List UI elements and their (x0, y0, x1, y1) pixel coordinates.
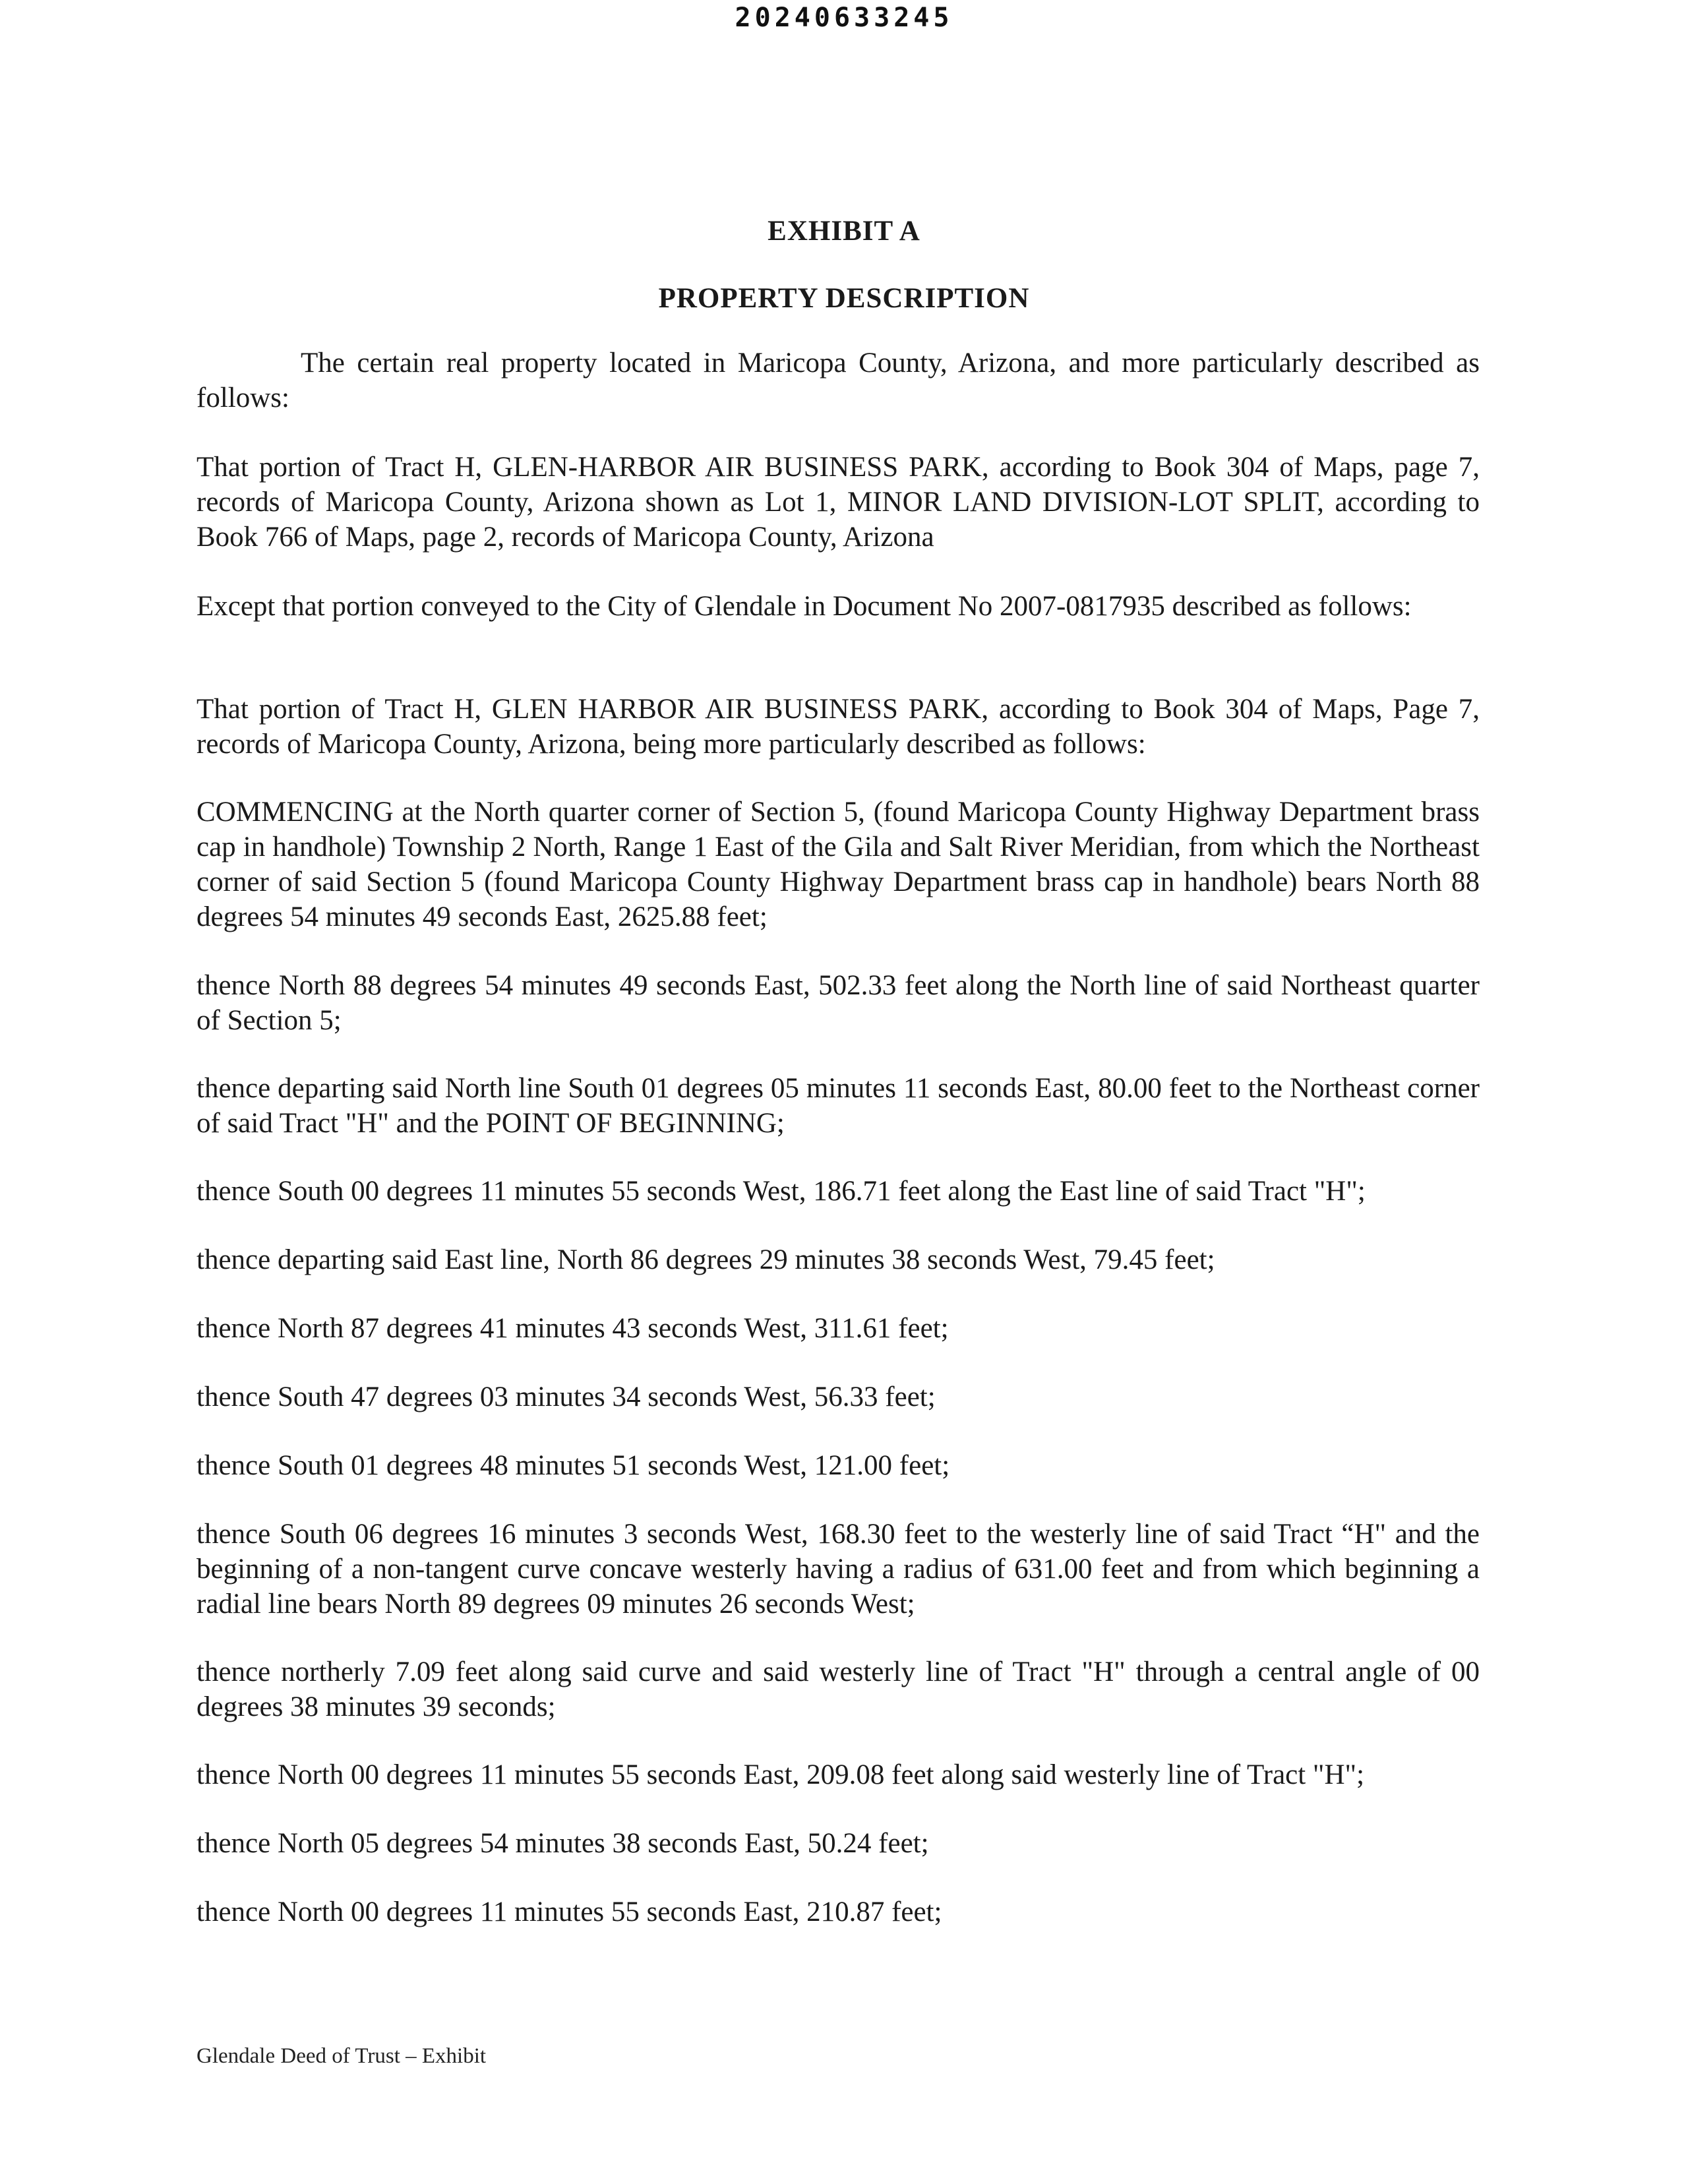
course-paragraph-2: thence departing said North line South 01 degrees 05 minutes 11 seconds East, 80.00 feet to the Northeast corner of said Tract "H" and the POINT OF BEGINNING; (196, 1073, 1480, 1139)
recording-number: 20240633245 (735, 3, 953, 33)
commencing-paragraph: COMMENCING at the North quarter corner of Section 5, (found Maricopa County Highway Department brass cap in handhole) Township 2 North, Range 1 East of the Gila and Salt River Meridian, from which the Northeast corner of said Section 5 (found Maricopa County Highway Department brass cap in handhole) bears North 88 degrees 54 minutes 49 seconds East, 2625.88 feet; (196, 797, 1480, 932)
course-paragraph-10: thence North 05 degrees 54 minutes 38 seconds East, 50.24 feet; (196, 1828, 929, 1859)
course-paragraph-1: thence North 88 degrees 54 minutes 49 seconds East, 502.33 feet along the North line of said Northeast quarter of Section 5; (196, 970, 1480, 1036)
course-paragraph-11: thence North 00 degrees 11 minutes 55 seconds East, 210.87 feet; (196, 1896, 942, 1927)
course-paragraph-9: thence North 00 degrees 11 minutes 55 seconds East, 209.08 feet along said westerly line of Tract "H"; (196, 1759, 1365, 1790)
course-paragraph-3: thence South 00 degrees 11 minutes 55 seconds West, 186.71 feet along the East line of said Tract "H"; (196, 1176, 1366, 1207)
course-paragraph-5: thence North 87 degrees 41 minutes 43 seconds West, 311.61 feet; (196, 1313, 949, 1344)
course-paragraph-4: thence departing said East line, North 86 degrees 29 minutes 38 seconds West, 79.45 feet; (196, 1244, 1215, 1275)
course-paragraph-7: thence South 01 degrees 48 minutes 51 seconds West, 121.00 feet; (196, 1450, 950, 1481)
intro-paragraph: The certain real property located in Maricopa County, Arizona, and more particularly described as follows: (196, 348, 1480, 413)
property-description-title: PROPERTY DESCRIPTION (658, 283, 1030, 314)
exception-tract-paragraph: That portion of Tract H, GLEN HARBOR AIR BUSINESS PARK, according to Book 304 of Maps, Page 7, records of Maricopa County, Arizona, being more particularly described as follows: (196, 694, 1480, 760)
tract-description-paragraph: That portion of Tract H, GLEN-HARBOR AIR BUSINESS PARK, according to Book 304 of Maps, page 7, records of Maricopa County, Arizona shown as Lot 1, MINOR LAND DIVISION-LOT SPLIT, according to Book 766 of Maps, page 2, records of Maricopa County, Arizona (196, 452, 1480, 553)
exception-paragraph: Except that portion conveyed to the City of Glendale in Document No 2007-0817935 described as follows: (196, 591, 1412, 622)
page-footer: Glendale Deed of Trust – Exhibit (196, 2044, 487, 2068)
course-paragraph-8: thence South 06 degrees 16 minutes 3 seconds West, 168.30 feet to the westerly line of said Tract “H" and the beginning of a non-tangent curve concave westerly having a radius of 631.00 feet and from which beginning a radial line bears North 89 degrees 09 minutes 26 seconds West; (196, 1519, 1480, 1620)
course-paragraph-6: thence South 47 degrees 03 minutes 34 seconds West, 56.33 feet; (196, 1381, 936, 1412)
curve-paragraph: thence northerly 7.09 feet along said curve and said westerly line of Tract "H" through a central angle of 00 degrees 38 minutes 39 seconds; (196, 1656, 1480, 1722)
exhibit-title: EXHIBIT A (768, 216, 920, 247)
